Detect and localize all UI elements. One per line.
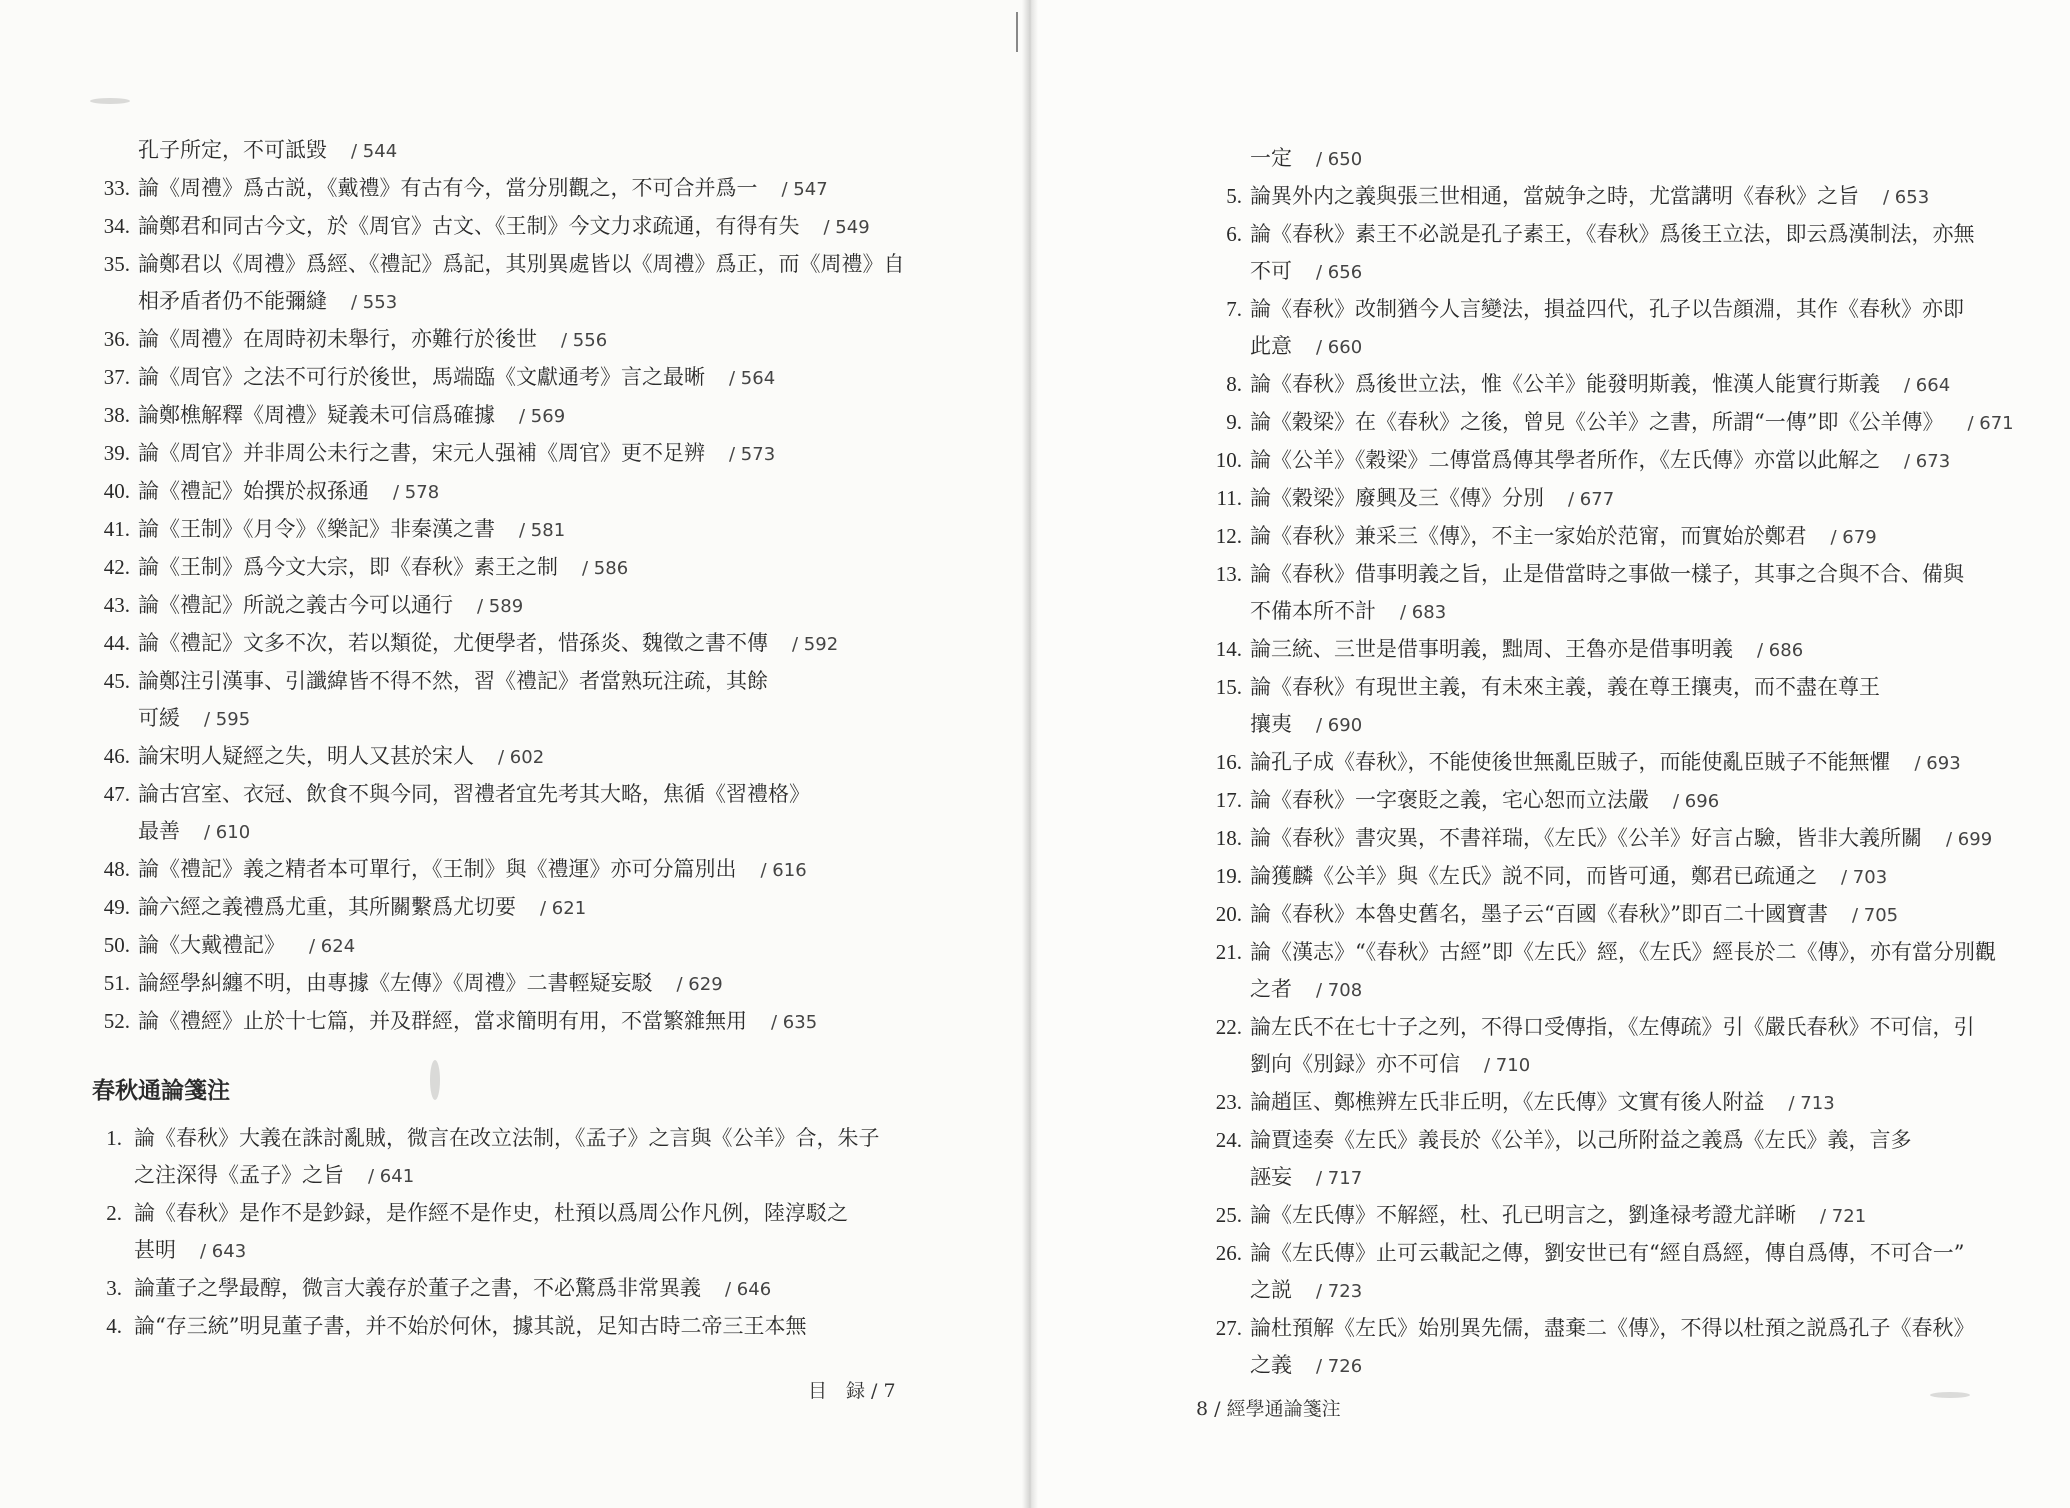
toc-entry-title: 論《左氏傳》止可云載記之傳，劉安世已有“經自爲經，傳自爲傳，不可合一” [1250, 1241, 1965, 1265]
toc-entry-title: 論《春秋》素王不必説是孔子素王，《春秋》爲後王立法，即云爲漢制法，亦無 [1250, 222, 1975, 246]
toc-entry-number: 20. [1215, 902, 1242, 926]
toc-entry-number: 12. [1215, 524, 1242, 548]
toc-entry-title: 論《周禮》爲古説，《戴禮》有古有今，當分別觀之，不可合并爲一 [138, 176, 758, 200]
toc-entry-title: 論《穀梁》廢興及三《傳》分別 [1250, 486, 1544, 510]
toc-entry [1200, 1197, 2020, 1235]
toc-entry-title: 論《春秋》兼采三《傳》，不主一家始於范甯，而實始於鄭君 [1250, 524, 1807, 548]
toc-entry [78, 738, 958, 776]
toc-entry [78, 965, 958, 1003]
toc-entry-title: 論異外内之義與張三世相通，當兢争之時，尤當講明《春秋》之旨 [1250, 184, 1859, 208]
toc-entry-page: / 683 [1400, 602, 1447, 623]
toc-entry-number: 21. [1215, 940, 1242, 964]
toc-entry-number: 5. [1226, 184, 1242, 208]
toc-entry-page: / 723 [1316, 1281, 1363, 1302]
toc-entry-page: / 656 [1316, 262, 1363, 283]
toc-entry-page: / 564 [729, 368, 776, 389]
toc-entry-page: / 544 [351, 141, 398, 162]
toc-entry-title: 論《春秋》書灾異，不書祥瑞，《左氏》《公羊》好言占驗，皆非大義所關 [1250, 826, 1922, 850]
toc-entry-title: 論《禮記》所説之義古今可以通行 [138, 593, 453, 617]
toc-entry-title: 論六經之義禮爲尤重，其所關繫爲尤切要 [138, 895, 516, 919]
toc-entry [1200, 442, 2020, 480]
toc-entry-title: 相矛盾者仍不能彌縫 [138, 289, 327, 313]
toc-entry-title: 論《王制》爲今文大宗，即《春秋》素王之制 [138, 555, 558, 579]
toc-entry [1200, 1122, 2020, 1159]
toc-entry-title: 論《春秋》是作不是鈔録，是作經不是作史，杜預以爲周公作凡例，陸淳駁之 [134, 1201, 848, 1225]
toc-entry [1200, 706, 2020, 744]
toc-entry-title: 論古宫室、衣冠、飲食不與今同，習禮者宜先考其大略，焦循《習禮格》 [138, 782, 810, 806]
toc-entry [78, 625, 958, 663]
toc-entry-number: 27. [1215, 1316, 1242, 1340]
toc-entry [92, 1120, 912, 1157]
toc-entry-page: / 679 [1830, 527, 1877, 548]
toc-entry-number: 41. [103, 517, 130, 541]
left-page-footer: 目 録 / 7 [808, 1380, 896, 1402]
toc-entry-page: / 578 [393, 482, 440, 503]
toc-entry-page: / 553 [351, 292, 398, 313]
toc-entry [1200, 216, 2020, 253]
toc-entry-title: 論宋明人疑經之失，明人又甚於宋人 [138, 744, 474, 768]
toc-entry-page: / 589 [477, 596, 524, 617]
toc-entry-title: 論杜預解《左氏》始別異先儒，盡棄二《傳》，不得以杜預之説爲孔子《春秋》 [1250, 1316, 1975, 1340]
toc-entry [1200, 480, 2020, 518]
toc-entry [78, 132, 958, 170]
toc-entry [78, 587, 958, 625]
toc-entry-title: 論“存三統”明見董子書，并不始於何休，據其説，足知古時二帝三王本無 [134, 1314, 807, 1338]
toc-entry-title: 論《春秋》本魯史舊名，墨子云“百國《春秋》”即百二十國寶書 [1250, 902, 1828, 926]
toc-entry-number: 9. [1226, 410, 1242, 434]
toc-entry-title: 論《春秋》改制猶今人言變法，損益四代，孔子以告顔淵，其作《春秋》亦即 [1250, 297, 1964, 321]
toc-entry-title: 論《春秋》借事明義之旨，止是借當時之事做一樣子，其事之合與不合、備與 [1250, 562, 1964, 586]
toc-entry-title: 論賈逵奏《左氏》義長於《公羊》，以己所附益之義爲《左氏》義，言多 [1250, 1128, 1912, 1152]
toc-entry-title: 論《春秋》有現世主義，有未來主義，義在尊王攘夷，而不盡在尊王 [1250, 675, 1880, 699]
toc-entry-page: / 710 [1484, 1055, 1531, 1076]
toc-entry-page: / 703 [1841, 867, 1888, 888]
toc-entry-page: / 592 [792, 634, 839, 655]
toc-entry-page: / 696 [1673, 791, 1720, 812]
toc-entry [1200, 404, 2020, 442]
toc-entry-page: / 664 [1904, 375, 1951, 396]
toc-entry-page: / 677 [1568, 489, 1615, 510]
toc-entry [92, 1308, 912, 1345]
toc-entry-page: / 569 [519, 406, 566, 427]
toc-entry-page: / 721 [1820, 1206, 1867, 1227]
scan-smudge [90, 98, 130, 104]
toc-entry [78, 776, 958, 813]
toc-entry-number: 22. [1215, 1015, 1242, 1039]
toc-entry-title: 論左氏不在七十子之列，不得口受傳指，《左傳疏》引《嚴氏春秋》不可信，引 [1250, 1015, 1975, 1039]
toc-entry-title: 最善 [138, 819, 180, 843]
toc-entry-title: 論《王制》《月令》《樂記》非秦漢之書 [138, 517, 495, 541]
toc-entry-page: / 699 [1946, 829, 1993, 850]
right-toc-list [1200, 140, 2020, 1385]
toc-entry-page: / 556 [561, 330, 608, 351]
toc-entry-page: / 643 [200, 1241, 247, 1262]
toc-entry-title: 之者 [1250, 977, 1292, 1001]
toc-entry [1200, 896, 2020, 934]
toc-entry-page: / 660 [1316, 337, 1363, 358]
toc-entry [78, 435, 958, 473]
toc-entry-number: 39. [103, 441, 130, 465]
toc-entry [1200, 669, 2020, 706]
toc-entry-page: / 547 [781, 179, 828, 200]
toc-entry [1200, 858, 2020, 896]
scan-smudge [1930, 1392, 1970, 1398]
toc-entry-title: 誣妄 [1250, 1165, 1292, 1189]
toc-entry [1200, 782, 2020, 820]
toc-entry [1200, 1310, 2020, 1347]
toc-entry [78, 851, 958, 889]
toc-entry-page: / 629 [676, 974, 723, 995]
toc-entry-title: 一定 [1250, 146, 1292, 170]
toc-entry-title: 之説 [1250, 1278, 1292, 1302]
toc-entry-number: 35. [103, 252, 130, 276]
toc-entry-title: 論《禮記》義之精者本可單行，《王制》與《禮運》亦可分篇別出 [138, 857, 737, 881]
toc-entry [1200, 556, 2020, 593]
toc-entry [78, 927, 958, 965]
toc-entry-number: 38. [103, 403, 130, 427]
toc-entry-number: 11. [1216, 486, 1242, 510]
scan-smudge [430, 1060, 440, 1100]
toc-entry [1200, 744, 2020, 782]
toc-entry-page: / 616 [760, 860, 807, 881]
toc-entry-number: 16. [1215, 750, 1242, 774]
toc-entry [78, 170, 958, 208]
toc-entry-page: / 690 [1316, 715, 1363, 736]
toc-entry-title: 論《穀梁》在《春秋》之後，曾見《公羊》之書，所謂“一傳”即《公羊傳》 [1250, 410, 1944, 434]
toc-entry [92, 1232, 912, 1270]
toc-entry-page: / 705 [1851, 905, 1899, 926]
toc-entry-title: 論《漢志》“《春秋》古經”即《左氏》經，《左氏》經長於二《傳》，亦有當分別觀 [1250, 940, 1996, 964]
toc-entry-page: / 650 [1316, 149, 1363, 170]
toc-entry [78, 359, 958, 397]
toc-entry-title: 論孔子成《春秋》，不能使後世無亂臣賊子，而能使亂臣賊子不能無懼 [1250, 750, 1891, 774]
toc-entry [1200, 253, 2020, 291]
toc-entry-page: / 693 [1914, 753, 1961, 774]
toc-entry-page: / 713 [1788, 1093, 1835, 1114]
toc-entry [1200, 1159, 2020, 1197]
toc-entry [1200, 366, 2020, 404]
section-toc-list [92, 1120, 912, 1345]
toc-entry-title: 此意 [1250, 334, 1292, 358]
toc-entry-number: 23. [1215, 1090, 1242, 1114]
toc-entry-number: 44. [103, 631, 130, 655]
toc-entry-page: / 586 [582, 558, 629, 579]
toc-entry-title: 論鄭君和同古今文，於《周官》古文、《王制》今文力求疏通，有得有失 [138, 214, 800, 238]
toc-entry [1200, 1235, 2020, 1272]
toc-entry-page: / 673 [1904, 451, 1951, 472]
toc-entry-number: 7. [1226, 297, 1242, 321]
toc-entry-title: 論《春秋》大義在誅討亂賊，微言在改立法制，《孟子》之言與《公羊》合，朱子 [134, 1126, 880, 1150]
toc-entry [1200, 1046, 2020, 1084]
toc-entry [78, 1003, 958, 1041]
toc-entry-number: 1. [106, 1126, 122, 1150]
toc-entry-title: 論鄭樵解釋《周禮》疑義未可信爲確據 [138, 403, 495, 427]
toc-entry-title: 劉向《別録》亦不可信 [1250, 1052, 1460, 1076]
toc-entry-number: 43. [103, 593, 130, 617]
toc-entry [78, 663, 958, 700]
toc-entry-title: 論《春秋》爲後世立法，惟《公羊》能發明斯義，惟漢人能實行斯義 [1250, 372, 1880, 396]
toc-entry-page: / 595 [204, 709, 251, 730]
toc-entry [78, 283, 958, 321]
toc-entry-number: 17. [1215, 788, 1242, 812]
toc-entry-page: / 686 [1757, 640, 1804, 661]
toc-entry-number: 24. [1215, 1128, 1242, 1152]
toc-entry-number: 14. [1215, 637, 1242, 661]
toc-entry-page: / 549 [823, 217, 870, 238]
toc-entry-number: 49. [103, 895, 130, 919]
toc-entry-number: 37. [103, 365, 130, 389]
toc-entry-title: 論《周禮》在周時初未舉行，亦難行於後世 [138, 327, 537, 351]
toc-entry-number: 46. [103, 744, 130, 768]
toc-entry-page: / 624 [309, 936, 356, 957]
toc-entry-number: 52. [103, 1009, 130, 1033]
toc-entry-number: 36. [103, 327, 130, 351]
toc-entry [1200, 291, 2020, 328]
toc-entry [1200, 1347, 2020, 1385]
toc-entry [1200, 593, 2020, 631]
toc-entry-number: 3. [106, 1276, 122, 1300]
toc-entry-title: 攘夷 [1250, 712, 1292, 736]
toc-entry-number: 10. [1215, 448, 1242, 472]
toc-entry-number: 47. [103, 782, 130, 806]
toc-entry [1200, 934, 2020, 971]
toc-entry-title: 論三統、三世是借事明義，黜周、王魯亦是借事明義 [1250, 637, 1733, 661]
toc-entry [78, 889, 958, 927]
left-toc-list [78, 132, 958, 1041]
toc-entry-page: / 635 [771, 1012, 818, 1033]
toc-entry-page: / 641 [368, 1166, 415, 1187]
toc-entry [92, 1157, 912, 1195]
toc-entry-page: / 621 [540, 898, 587, 919]
toc-entry-number: 4. [106, 1314, 122, 1338]
toc-entry [1200, 178, 2020, 216]
toc-entry-title: 之義 [1250, 1353, 1292, 1377]
toc-entry-page: / 726 [1316, 1356, 1363, 1377]
toc-entry-number: 34. [103, 214, 130, 238]
toc-entry [78, 246, 958, 283]
section-title: 春秋通論箋注 [92, 1078, 230, 1104]
toc-entry-title: 論趙匡、鄭樵辨左氏非丘明，《左氏傳》文實有後人附益 [1250, 1090, 1765, 1114]
toc-entry-page: / 671 [1967, 413, 2014, 434]
toc-entry-title: 論《周官》并非周公未行之書，宋元人强補《周官》更不足辨 [138, 441, 705, 465]
toc-entry [78, 813, 958, 851]
toc-entry [1200, 518, 2020, 556]
toc-entry-number: 48. [103, 857, 130, 881]
toc-entry-page: / 708 [1316, 980, 1363, 1001]
toc-entry-title: 之注深得《孟子》之旨 [134, 1163, 344, 1187]
book-gutter [1022, 0, 1038, 1508]
toc-entry-title: 論《公羊》《穀梁》二傳當爲傳其學者所作，《左氏傳》亦當以此解之 [1250, 448, 1880, 472]
toc-entry-page: / 610 [204, 822, 251, 843]
toc-entry-page: / 602 [498, 747, 545, 768]
toc-entry-title: 論《春秋》一字褒貶之義，宅心恕而立法嚴 [1250, 788, 1649, 812]
toc-entry [1200, 1009, 2020, 1046]
toc-entry [1200, 140, 2020, 178]
toc-entry-title: 論《禮記》始撰於叔孫通 [138, 479, 369, 503]
toc-entry-number: 18. [1215, 826, 1242, 850]
toc-entry [78, 321, 958, 359]
toc-entry-number: 6. [1226, 222, 1242, 246]
toc-entry-number: 40. [103, 479, 130, 503]
toc-entry-title: 論《禮經》止於十七篇，并及群經，當求簡明有用，不當繁雜無用 [138, 1009, 747, 1033]
right-page-footer: 8 / 經學通論箋注 [1196, 1398, 1341, 1420]
toc-entry-title: 論《左氏傳》不解經，杜、孔已明言之，劉逢禄考證尤詳晰 [1250, 1203, 1796, 1227]
toc-entry [1200, 1272, 2020, 1310]
toc-entry-page: / 653 [1883, 187, 1930, 208]
toc-entry-title: 孔子所定，不可詆毀 [138, 138, 327, 162]
toc-entry-title: 不備本所不計 [1250, 599, 1376, 623]
toc-entry-number: 42. [103, 555, 130, 579]
toc-entry-title: 不可 [1250, 259, 1292, 283]
toc-entry-title: 論董子之學最醇，微言大義存於董子之書，不必驚爲非常異義 [134, 1276, 701, 1300]
toc-entry-number: 2. [106, 1201, 122, 1225]
toc-entry-page: / 581 [519, 520, 566, 541]
toc-entry-title: 論《禮記》文多不次，若以類從，尤便學者，惜孫炎、魏徵之書不傳 [138, 631, 768, 655]
toc-entry-number: 15. [1215, 675, 1242, 699]
toc-entry [1200, 971, 2020, 1009]
toc-entry-number: 19. [1215, 864, 1242, 888]
toc-entry [1200, 1084, 2020, 1122]
toc-entry-title: 論鄭君以《周禮》爲經、《禮記》爲記，其別異處皆以《周禮》爲正，而《周禮》自 [138, 252, 905, 276]
toc-entry-number: 8. [1226, 372, 1242, 396]
toc-entry-page: / 573 [729, 444, 776, 465]
toc-entry [1200, 631, 2020, 669]
toc-entry-title: 論鄭注引漢事、引讖緯皆不得不然，習《禮記》者當熟玩注疏，其餘 [138, 669, 768, 693]
toc-entry-title: 可緩 [138, 706, 180, 730]
toc-entry-number: 13. [1215, 562, 1242, 586]
toc-entry [1200, 820, 2020, 858]
toc-entry [78, 511, 958, 549]
toc-entry [78, 208, 958, 246]
toc-entry [78, 473, 958, 511]
toc-entry-number: 51. [103, 971, 130, 995]
toc-entry-title: 論獲麟《公羊》與《左氏》説不同，而皆可通，鄭君已疏通之 [1250, 864, 1817, 888]
toc-entry-number: 45. [103, 669, 130, 693]
toc-entry [1200, 328, 2020, 366]
toc-entry-number: 33. [103, 176, 130, 200]
toc-entry-page: / 717 [1316, 1168, 1363, 1189]
gutter-mark [1016, 12, 1018, 52]
toc-entry [78, 700, 958, 738]
toc-entry-title: 甚明 [134, 1238, 176, 1262]
toc-entry-page: / 646 [725, 1279, 772, 1300]
toc-entry [78, 549, 958, 587]
toc-entry [92, 1195, 912, 1232]
toc-entry [78, 397, 958, 435]
toc-entry-title: 論經學糾纏不明，由專據《左傳》《周禮》二書輕疑妄駁 [138, 971, 653, 995]
toc-entry-number: 25. [1215, 1203, 1242, 1227]
toc-entry-number: 26. [1215, 1241, 1242, 1265]
toc-entry-title: 論《大戴禮記》 [138, 933, 285, 957]
toc-entry [92, 1270, 912, 1308]
toc-entry-number: 50. [103, 933, 130, 957]
toc-entry-title: 論《周官》之法不可行於後世，馬端臨《文獻通考》言之最晰 [138, 365, 705, 389]
